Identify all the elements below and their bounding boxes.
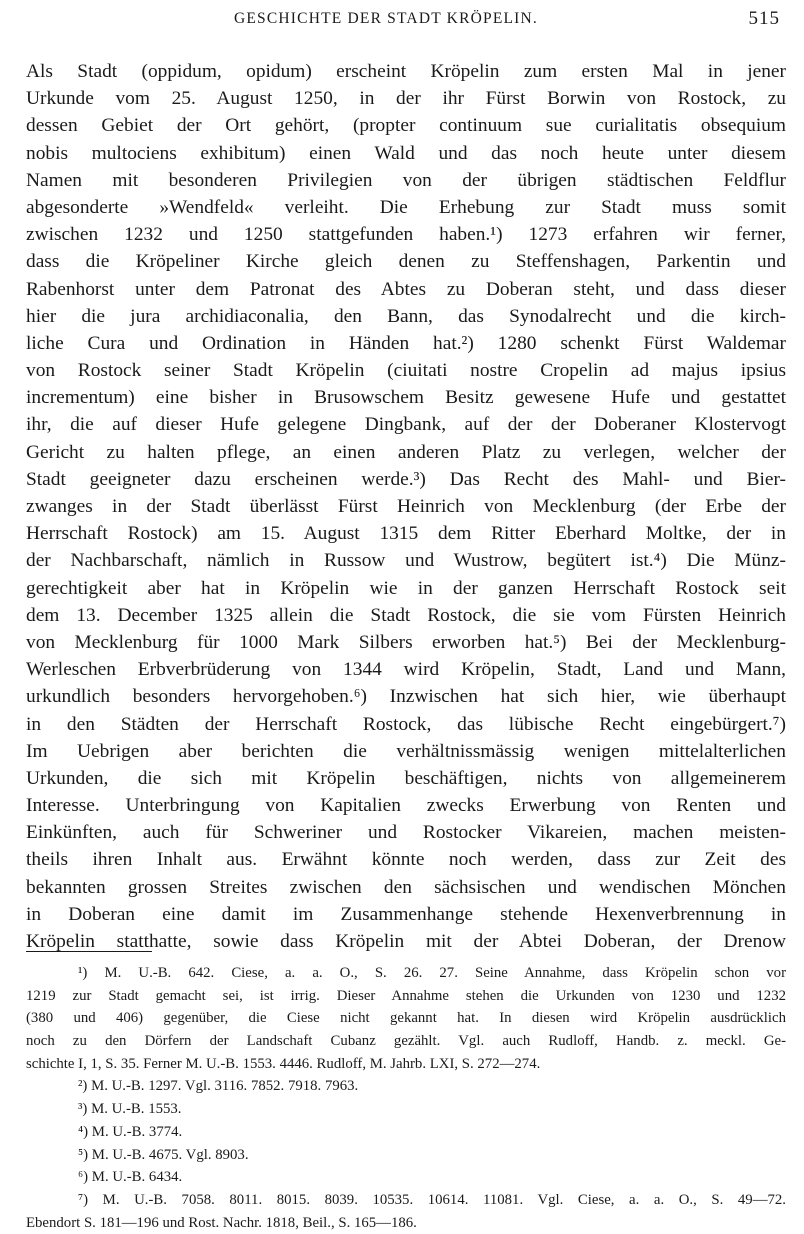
body-line: urkundlich besonders hervorgehoben.⁶) Inzwischen hat sich hier, wie überhaupt xyxy=(26,686,786,708)
body-line: hier die jura archidiaconalia, den Bann, das Synodalrecht und die kirch- xyxy=(26,305,786,327)
footnotes xyxy=(26,962,786,1234)
body-text xyxy=(26,58,786,955)
body-line: Rabenhorst unter dem Patronat des Abtes zu Doberan steht, und dass dieser xyxy=(26,278,786,300)
body-line: der Nachbarschaft, nämlich in Russow und Wustrow, begütert ist.⁴) Die Münz- xyxy=(26,550,786,572)
footnote-line: Ebendort S. 181—196 und Rost. Nachr. 1818, Beil., S. 165—186. xyxy=(26,1214,417,1231)
body-line: Namen mit besonderen Privilegien von der übrigen städtischen Feldflur xyxy=(26,169,786,191)
body-line: von Rostock seiner Stadt Kröpelin (ciuitati nostre Cropelin ad majus ipsius xyxy=(26,360,786,382)
body-line: liche Cura und Ordination in Händen hat.²) 1280 schenkt Fürst Waldemar xyxy=(26,332,786,354)
running-title: GESCHICHTE DER STADT KRÖPELIN. xyxy=(233,10,538,27)
footnote-line: schichte I, 1, S. 35. Ferner M. U.-B. 1553. 4446. Rudloff, M. Jahrb. LXI, S. 272—274. xyxy=(26,1055,541,1072)
body-line: theils ihren Inhalt aus. Erwähnt könnte noch werden, dass zur Zeit des xyxy=(26,849,786,871)
body-line: in Doberan eine damit im Zusammenhange stehende Hexenverbrennung in xyxy=(26,903,786,925)
body-line: Interesse. Unterbringung von Kapitalien zwecks Erwerbung von Renten und xyxy=(26,795,786,817)
footnote-line: ³) M. U.-B. 1553. xyxy=(78,1101,182,1118)
footnote-line: ⁶) M. U.-B. 6434. xyxy=(78,1169,183,1186)
body-line: Urkunde vom 25. August 1250, in der ihr Fürst Borwin von Rostock, zu xyxy=(26,88,786,110)
body-line: Kröpelin statthatte, sowie dass Kröpelin mit der Abtei Doberan, der Drenow xyxy=(26,931,786,952)
body-line: Einkünften, auch für Schweriner und Rostocker Vikareien, machen meisten- xyxy=(26,822,786,844)
body-line: dem 13. December 1325 allein die Stadt Rostock, die sie vom Fürsten Heinrich xyxy=(26,604,786,626)
body-line: Werleschen Erbverbrüderung von 1344 wird Kröpelin, Stadt, Land und Mann, xyxy=(26,659,786,681)
body-line: in den Städten der Herrschaft Rostock, das lübische Recht eingebürgert.⁷) xyxy=(26,713,786,735)
body-line: Im Uebrigen aber berichten die verhältnissmässig wenigen mittelalterlichen xyxy=(26,740,786,762)
footnote-rule xyxy=(26,951,152,952)
body-line: dass die Kröpeliner Kirche gleich denen zu Steffenshagen, Parkentin und xyxy=(26,251,786,273)
footnote-line: ²) M. U.-B. 1297. Vgl. 3116. 7852. 7918. 7963. xyxy=(78,1078,359,1095)
footnote-line: noch zu den Dörfern der Landschaft Cubanz gezählt. Vgl. auch Rudloff, Handb. z. meckl. Ge- xyxy=(26,1033,786,1050)
body-line: zwischen 1232 und 1250 stattgefunden haben.¹) 1273 erfahren wir ferner, xyxy=(26,224,786,246)
body-line: incrementum) eine bisher in Brusowschem Besitz gewesene Hufe und gestattet xyxy=(26,387,786,409)
body-line: zwanges in der Stadt überlässt Fürst Heinrich von Mecklenburg (der Erbe der xyxy=(26,496,786,517)
body-line: Gericht zu halten pflege, an einen anderen Platz zu verlegen, welcher der xyxy=(26,441,786,463)
body-line: ihr, die auf dieser Hufe gelegene Dingbank, auf der der Doberaner Klostervogt xyxy=(26,414,786,436)
footnote-line: ⁴) M. U.-B. 3774. xyxy=(78,1123,183,1140)
body-line: dessen Gebiet der Ort gehört, (propter continuum sue curialitatis obsequium xyxy=(26,115,786,137)
body-line: bekannten grossen Streites zwischen den sächsischen und wendischen Mönchen xyxy=(26,876,786,898)
body-line: nobis multociens exhibitum) einen Wald und das noch heute unter diesem xyxy=(26,142,786,164)
body-line: Urkunden, die sich mit Kröpelin beschäftigen, nichts von allgemeinerem xyxy=(26,767,786,789)
body-line: von Mecklenburg für 1000 Mark Silbers erworben hat.⁵) Bei der Mecklenburg- xyxy=(26,631,786,653)
body-line: Als Stadt (oppidum, opidum) erscheint Kröpelin zum ersten Mal in jener xyxy=(26,61,786,82)
running-head xyxy=(26,8,786,36)
body-line: Stadt geeigneter dazu erscheinen werde.³) Das Recht des Mahl- und Bier- xyxy=(26,468,786,490)
footnote-line: 1219 zur Stadt gemacht sei, ist irrig. Dieser Annahme stehen die Urkunden von 1230 und 1232 xyxy=(26,987,786,1004)
footnote-line: ⁵) M. U.-B. 4675. Vgl. 8903. xyxy=(78,1146,249,1163)
body-line: abgesonderte »Wendfeld« verleiht. Die Erhebung zur Stadt muss somit xyxy=(26,196,786,218)
footnote-line: (380 und 406) gegenüber, die Ciese nicht gekannt hat. In diesen wird Kröpelin ausdrücklich xyxy=(26,1010,786,1027)
body-line: gerechtigkeit aber hat in Kröpelin wie in der ganzen Herrschaft Rostock seit xyxy=(26,577,786,599)
footnote-line: ⁷) M. U.-B. 7058. 8011. 8015. 8039. 10535. 10614. 11081. Vgl. Ciese, a. a. O., S. 49—72. xyxy=(78,1191,786,1208)
page-number: 515 xyxy=(748,8,780,29)
footnote-line: ¹) M. U.-B. 642. Ciese, a. a. O., S. 26. 27. Seine Annahme, dass Kröpelin schon vor xyxy=(78,965,786,981)
body-line: Herrschaft Rostock) am 15. August 1315 dem Ritter Eberhard Moltke, der in xyxy=(26,523,786,545)
